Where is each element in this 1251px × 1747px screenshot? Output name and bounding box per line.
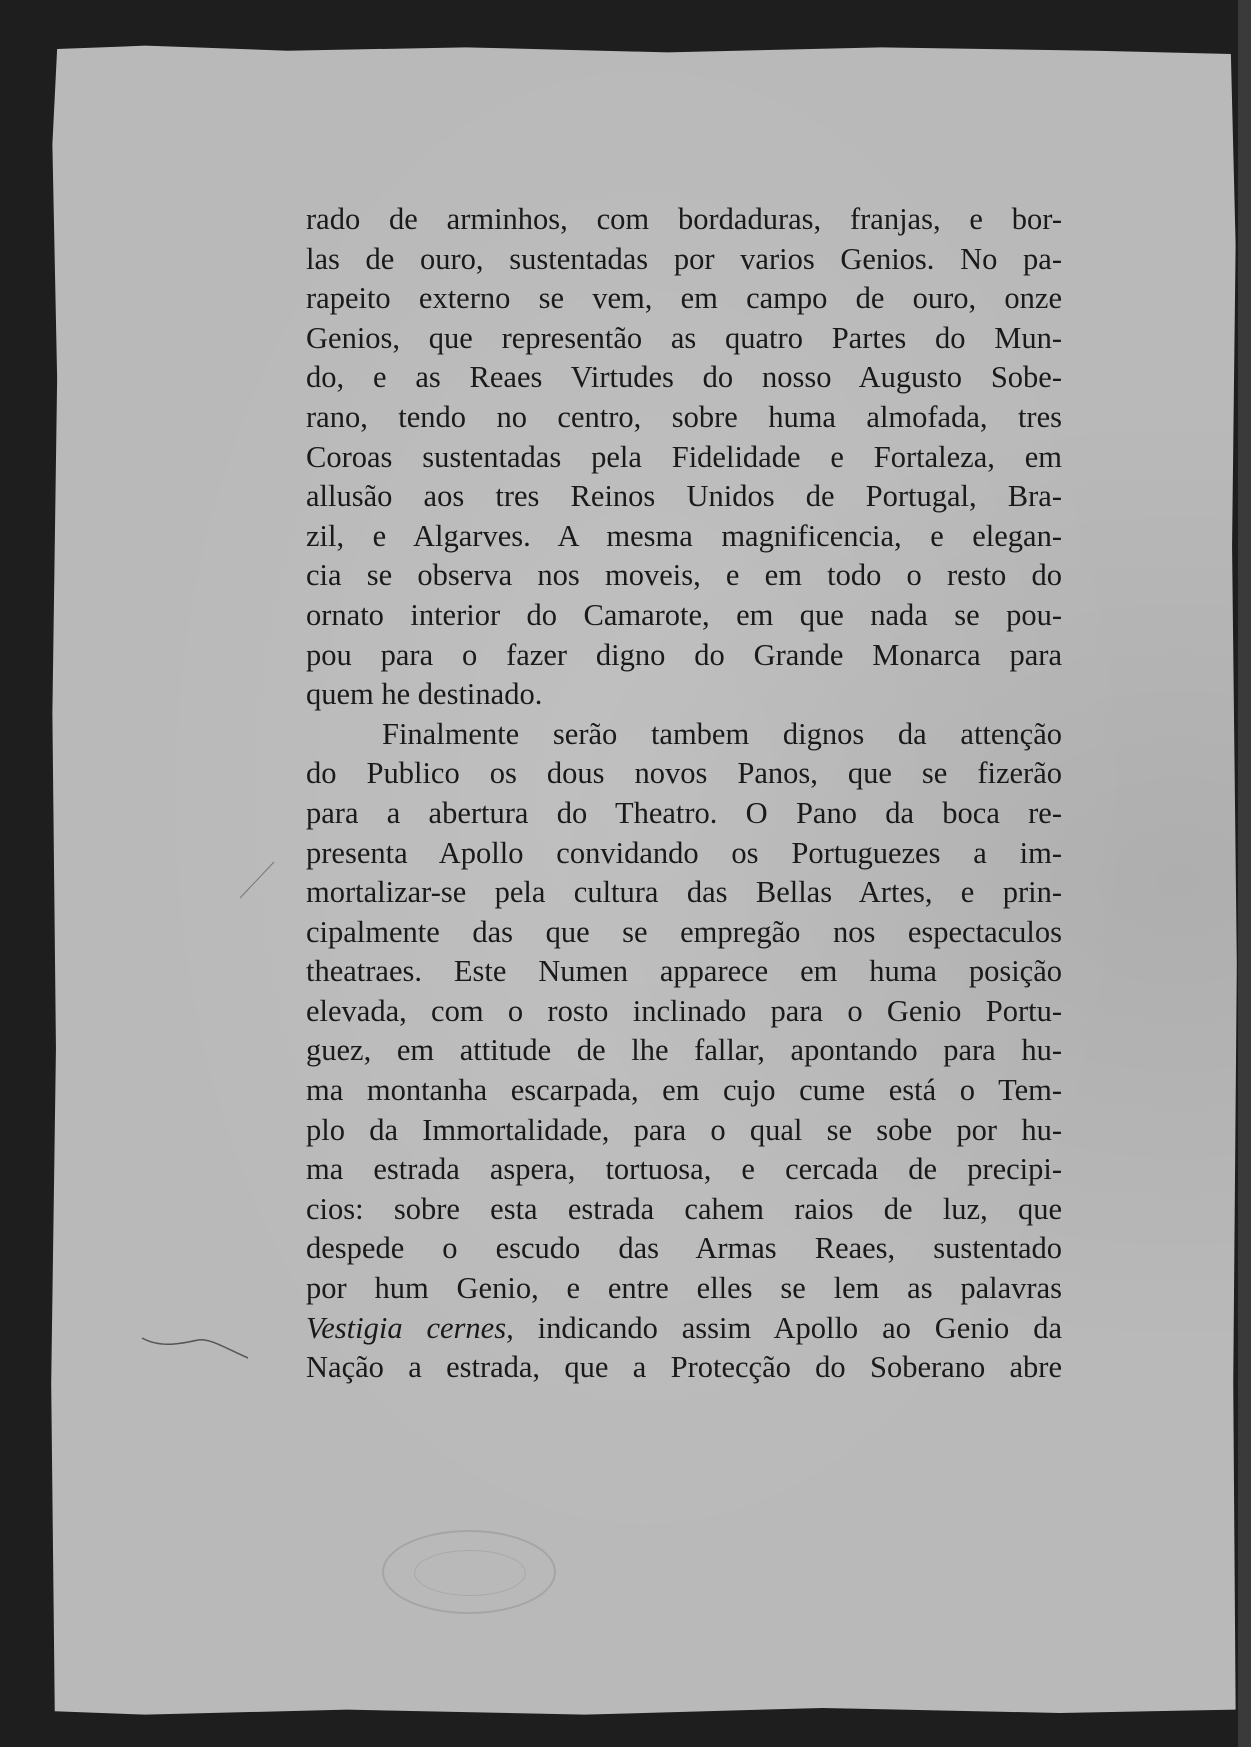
text-line: do, e as Reaes Virtudes do nosso Augusto Sobe-: [306, 360, 1062, 395]
text-line: rapeito externo se vem, em campo de ouro, onze: [306, 281, 1062, 316]
library-stamp: [382, 1530, 556, 1614]
text-line: allusão aos tres Reinos Unidos de Portugal, Bra-: [306, 479, 1062, 514]
text-line: ma montanha escarpada, em cujo cume está o Tem-: [306, 1073, 1062, 1108]
italic-phrase: Vestigia cernes,: [306, 1310, 514, 1345]
text-line: por hum Genio, e entre elles se lem as palavras: [306, 1271, 1062, 1306]
text-line: Nação a estrada, que a Protecção do Soberano abre: [306, 1350, 1062, 1385]
scan-background-edge: [1238, 0, 1251, 1747]
margin-pencil-mark: [140, 1330, 250, 1360]
text-line: cipalmente das que se empregão nos espectaculos: [306, 914, 1062, 949]
text-line: presenta Apollo convidando os Portuguezes a im-: [306, 835, 1062, 870]
text-line: plo da Immortalidade, para o qual se sobe por hu-: [306, 1112, 1062, 1147]
paragraph-start-line: Finalmente serão tambem dignos da attenção: [382, 716, 1062, 751]
paragraph-end-line: quem he destinado.: [306, 677, 543, 712]
text-line: guez, em attitude de lhe fallar, apontando para hu-: [306, 1033, 1062, 1068]
page-text: [306, 200, 1062, 1388]
text-line: rano, tendo no centro, sobre huma almofada, tres: [306, 399, 1062, 434]
text-line: para a abertura do Theatro. O Pano da boca re-: [306, 795, 1062, 830]
text-line: despede o escudo das Armas Reaes, sustentado: [306, 1231, 1062, 1266]
text-line: elevada, com o rosto inclinado para o Genio Portu-: [306, 993, 1062, 1028]
text-line: Coroas sustentadas pela Fidelidade e Fortaleza, em: [306, 439, 1062, 474]
text-line: theatraes. Este Numen apparece em huma posição: [306, 954, 1062, 989]
text-line: ornato interior do Camarote, em que nada se pou-: [306, 597, 1062, 632]
text-line: rado de arminhos, com bordaduras, franjas, e bor-: [306, 202, 1062, 236]
text-line: Genios, que representão as quatro Partes do Mun-: [306, 320, 1062, 355]
text-line: ma estrada aspera, tortuosa, e cercada de precipi-: [306, 1152, 1062, 1187]
margin-pencil-tick: [236, 860, 276, 900]
text-line: zil, e Algarves. A mesma magnificencia, e elegan-: [306, 518, 1062, 553]
text-line-with-italic: [306, 1309, 1062, 1349]
text-line: do Publico os dous novos Panos, que se fizerão: [306, 756, 1062, 791]
text-fragment: indicando assim Apollo ao Genio da: [513, 1310, 1062, 1345]
text-line: pou para o fazer digno do Grande Monarca para: [306, 637, 1062, 672]
text-line: cios: sobre esta estrada cahem raios de luz, que: [306, 1191, 1062, 1226]
text-line: mortalizar-se pela cultura das Bellas Artes, e prin-: [306, 875, 1062, 910]
library-stamp-inner: [414, 1550, 526, 1596]
text-line: las de ouro, sustentadas por varios Genios. No pa-: [306, 241, 1062, 276]
text-line: cia se observa nos moveis, e em todo o resto do: [306, 558, 1062, 593]
